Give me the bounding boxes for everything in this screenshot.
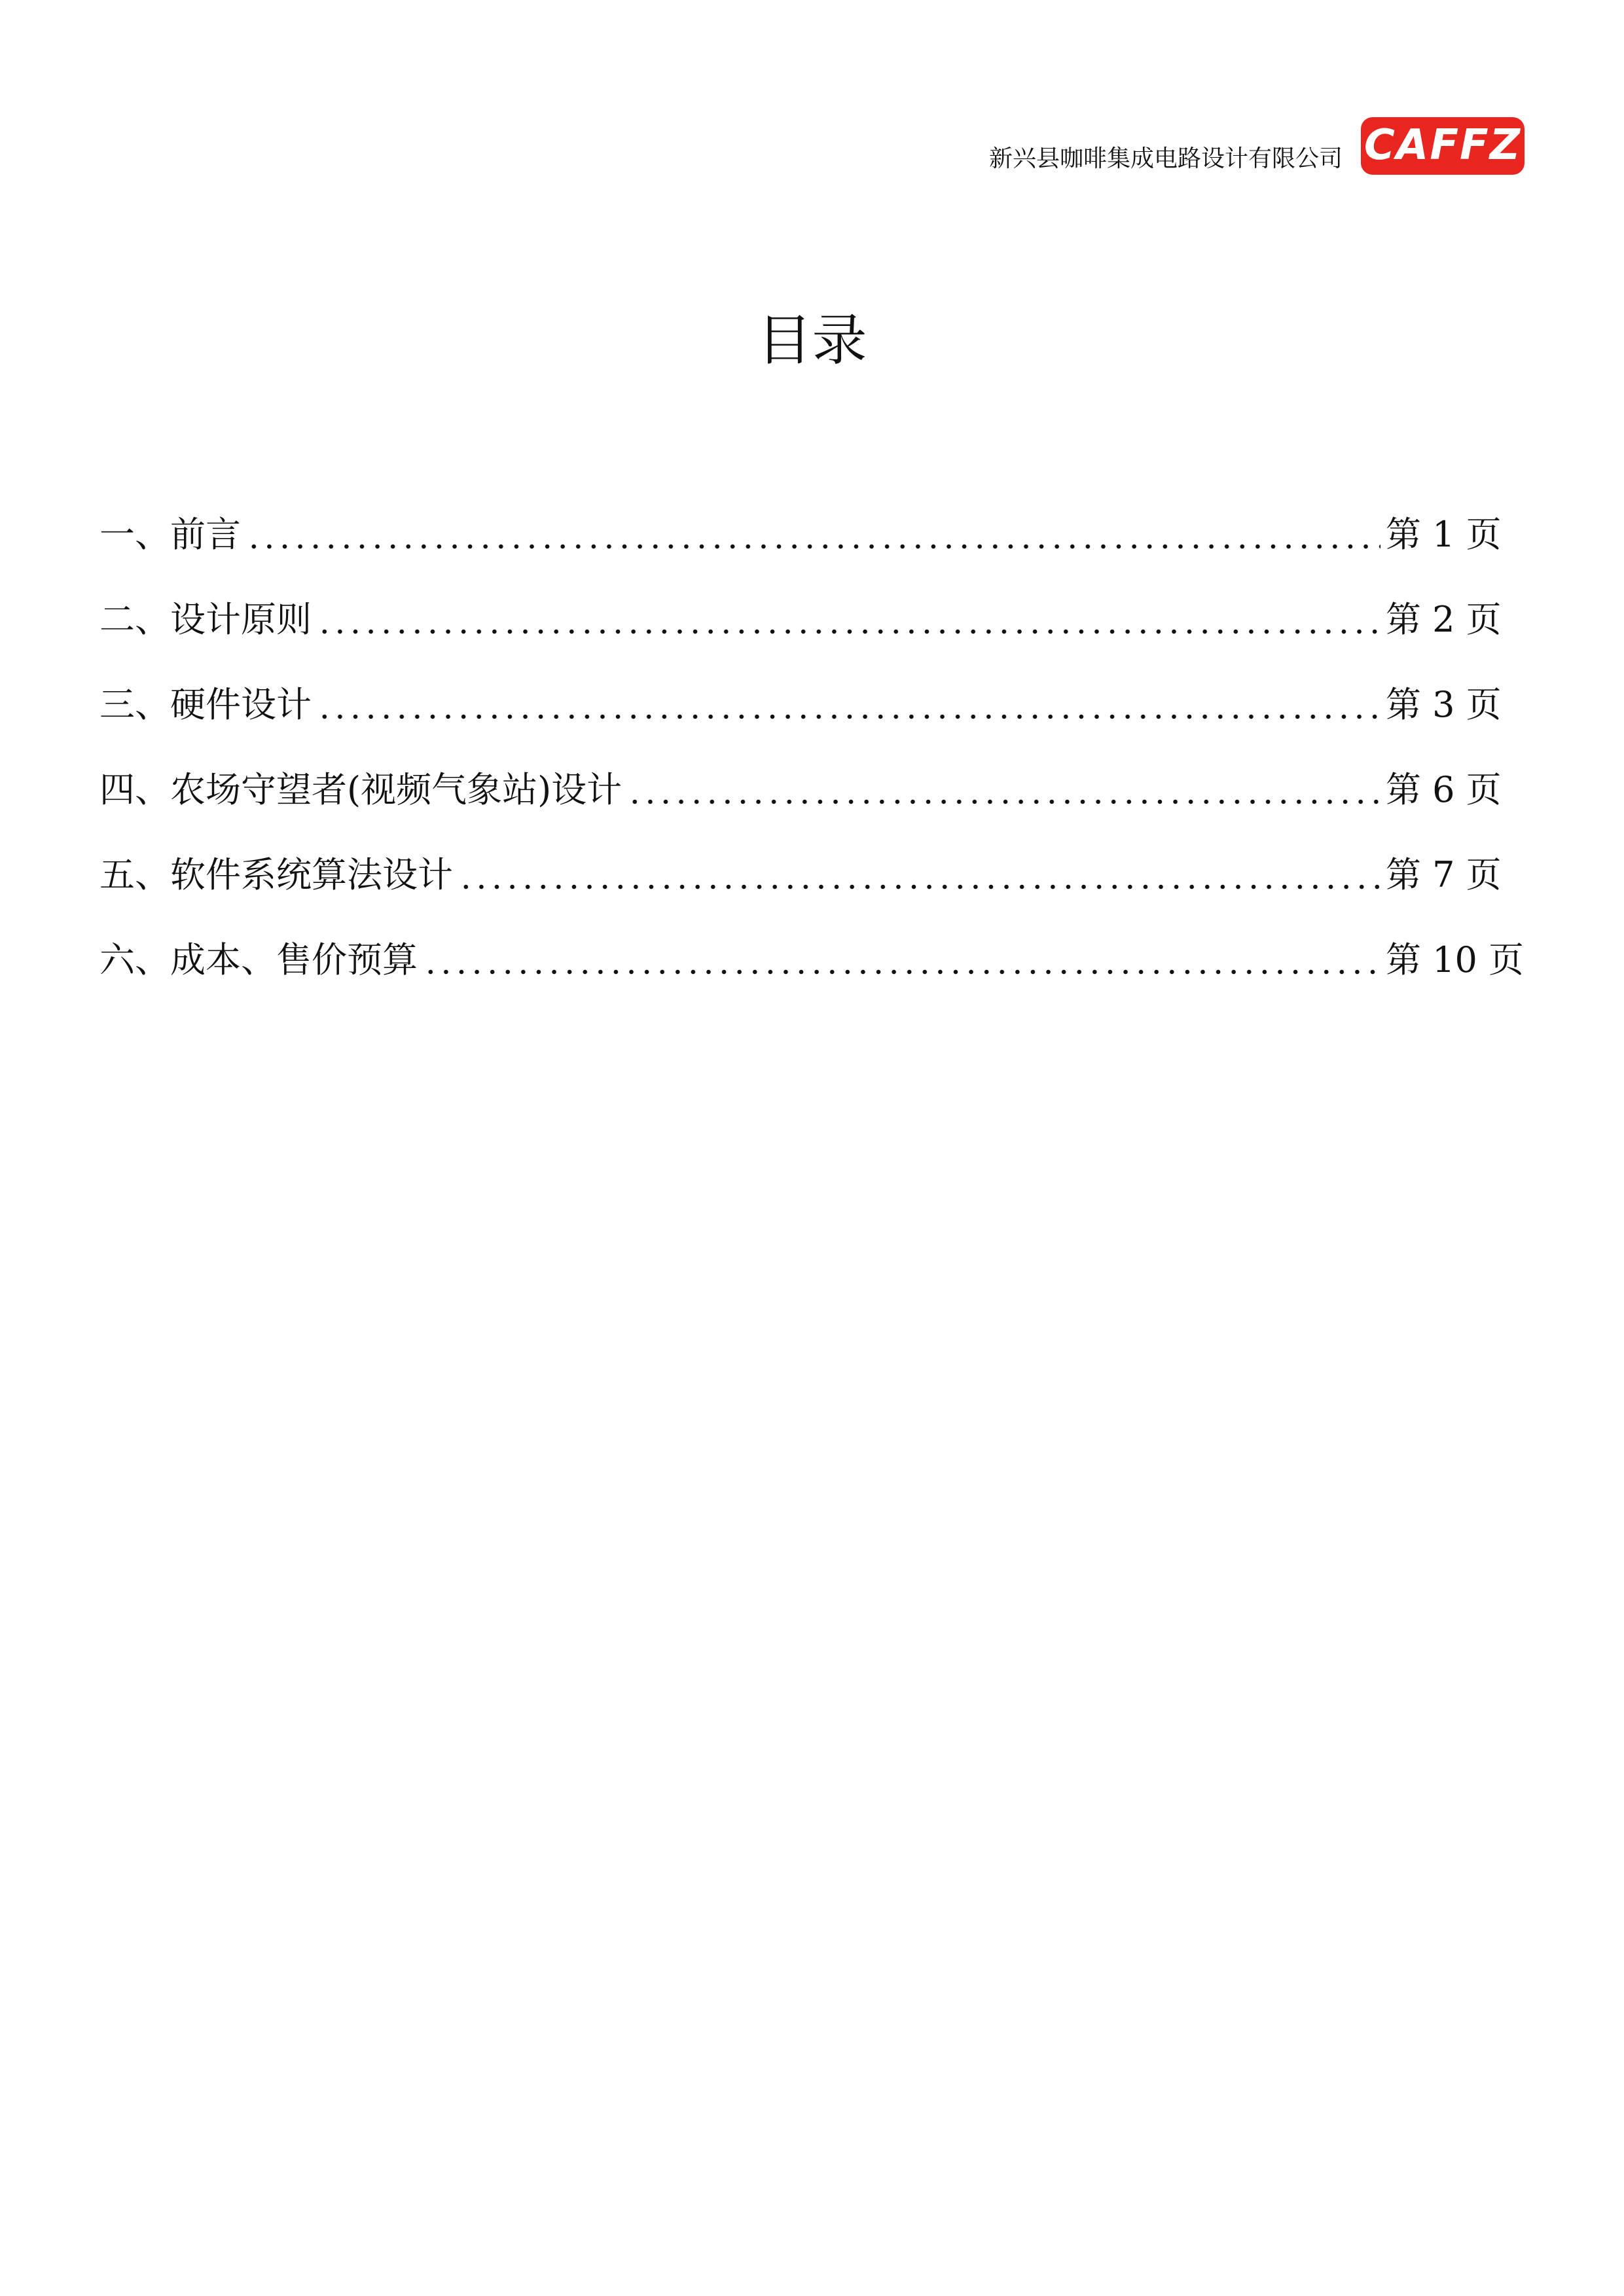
toc-entry-label: 二、设计原则 xyxy=(99,599,312,640)
toc-entry-page: 第 2 页 xyxy=(1386,599,1502,640)
toc-entry-page: 第 10 页 xyxy=(1386,939,1525,980)
toc-entry-page: 第 3 页 xyxy=(1386,684,1502,725)
toc-entry-hardware-design[interactable] xyxy=(99,662,1510,747)
toc-entry-page: 第 7 页 xyxy=(1386,854,1502,895)
page-header xyxy=(989,117,1525,175)
dot-leader xyxy=(317,626,1380,637)
company-logo xyxy=(1361,117,1525,175)
toc-entry-design-principles[interactable] xyxy=(99,577,1510,662)
logo-text: CAFFZ xyxy=(1363,121,1522,170)
toc-title: 目录 xyxy=(757,308,867,372)
toc-entry-software-algorithm-design[interactable] xyxy=(99,833,1510,918)
toc-entry-page: 第 1 页 xyxy=(1386,514,1502,555)
dot-leader xyxy=(317,711,1380,723)
dot-leader xyxy=(627,796,1380,808)
company-name: 新兴县咖啡集成电路设计有限公司 xyxy=(988,145,1343,172)
toc-entry-label: 六、成本、售价预算 xyxy=(99,939,418,980)
toc-entry-label: 五、软件系统算法设计 xyxy=(99,854,453,895)
toc-entry-cost-budget[interactable] xyxy=(99,918,1525,1003)
toc-list xyxy=(99,492,1525,1003)
toc-entry-farm-watcher-design[interactable] xyxy=(99,747,1510,833)
dot-leader xyxy=(246,541,1380,552)
toc-entry-label: 一、前言 xyxy=(99,514,241,555)
toc-entry-label: 四、农场守望者(视频气象站)设计 xyxy=(99,769,623,810)
toc-entry-preface[interactable] xyxy=(99,492,1510,577)
toc-entry-page: 第 6 页 xyxy=(1386,769,1502,810)
dot-leader xyxy=(423,966,1380,978)
dot-leader xyxy=(458,881,1380,893)
toc-entry-label: 三、硬件设计 xyxy=(99,684,312,725)
